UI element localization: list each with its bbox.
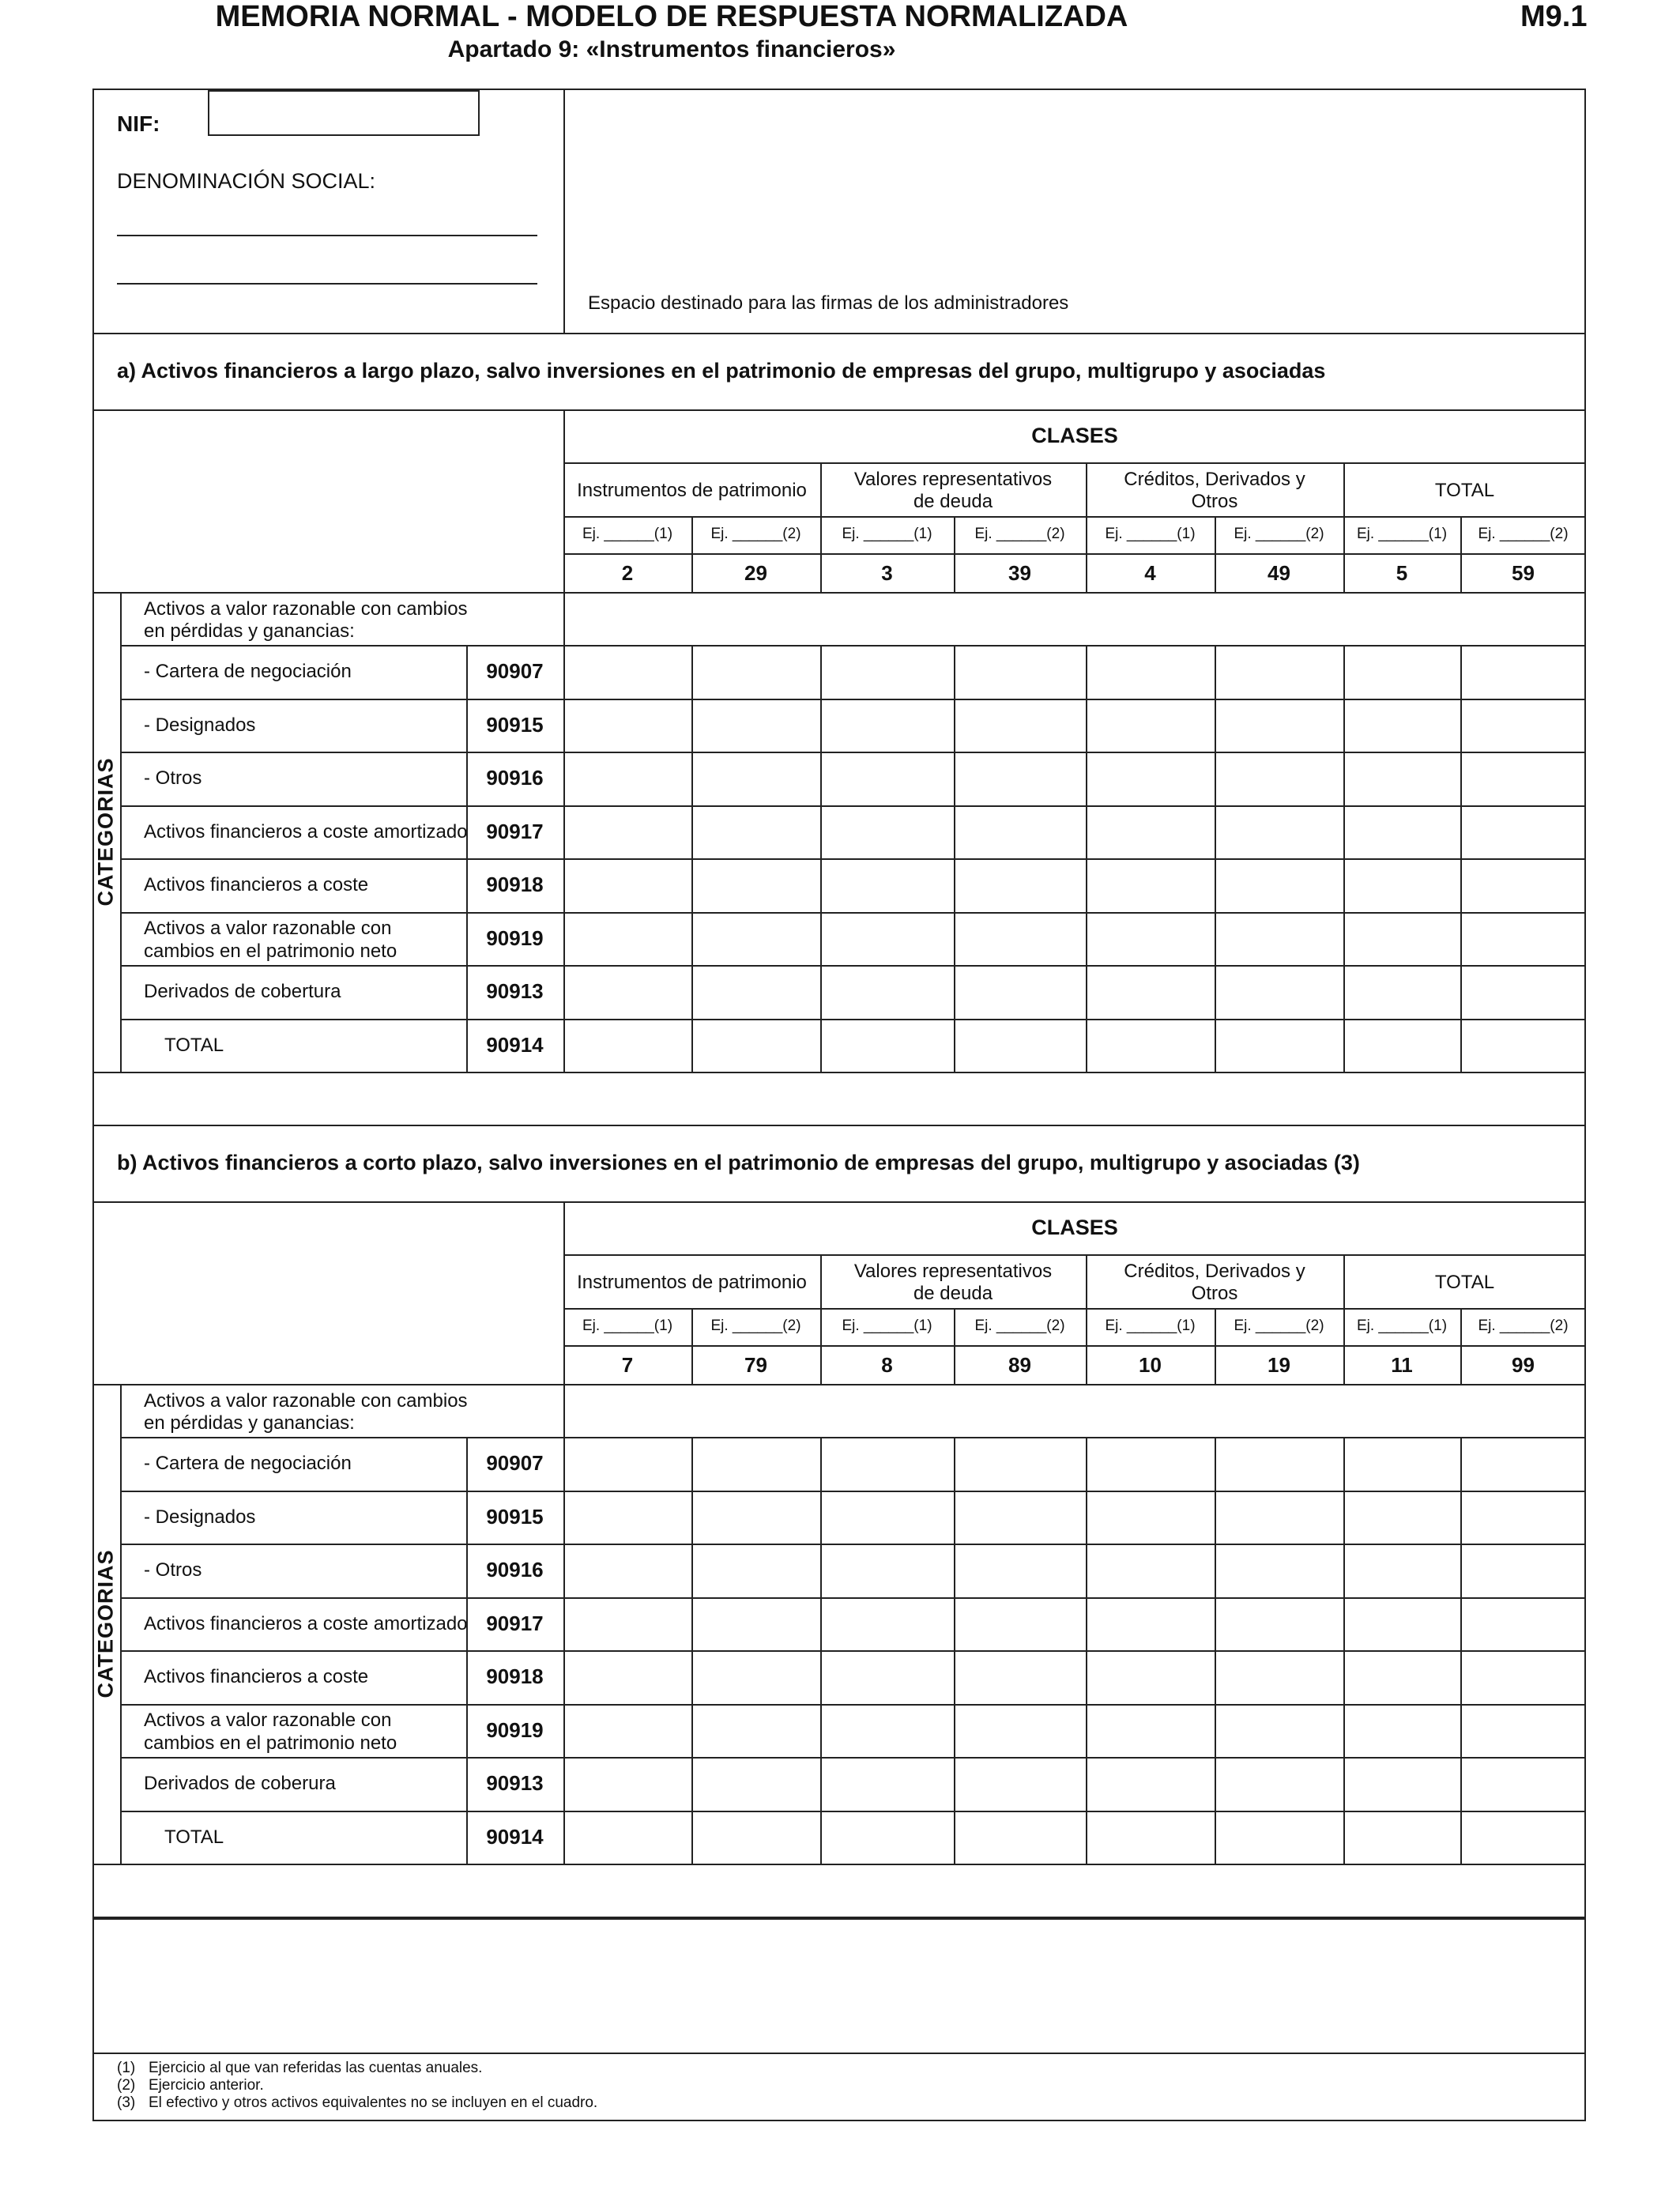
b-header-col-line xyxy=(954,1308,955,1384)
a-input-cell[interactable] xyxy=(955,700,1085,751)
a-input-cell[interactable] xyxy=(822,753,953,804)
b-input-cell[interactable] xyxy=(1087,1599,1214,1649)
a-input-cell[interactable] xyxy=(822,647,953,697)
b-row-label-3: Activos financieros a coste amortizado xyxy=(144,1612,468,1634)
b-input-cell[interactable] xyxy=(955,1492,1085,1543)
b-section-top-line xyxy=(92,1125,1586,1126)
b-input-cell[interactable] xyxy=(565,1492,691,1543)
b-input-cell[interactable] xyxy=(1087,1492,1214,1543)
a-input-cell[interactable] xyxy=(1462,1020,1585,1071)
a-categorias-label: CATEGORIAS xyxy=(93,757,118,907)
a-body-bottom-line xyxy=(92,1072,1586,1073)
footnote-area-top xyxy=(92,1918,1586,1920)
a-input-cell[interactable] xyxy=(693,647,819,697)
b-clases-line xyxy=(563,1254,1586,1256)
a-input-cell[interactable] xyxy=(1462,700,1585,751)
a-row-code-1: 90915 xyxy=(486,712,544,737)
a-header-col-line xyxy=(1215,516,1216,592)
firmas-label: Espacio destinado para las firmas de los administradores xyxy=(588,292,1069,314)
b-input-cell[interactable] xyxy=(1345,1545,1460,1596)
b-input-cell[interactable] xyxy=(822,1545,953,1596)
a-header-top-line xyxy=(92,409,1586,411)
a-header-col-line xyxy=(1343,462,1345,592)
a-input-cell[interactable] xyxy=(822,700,953,751)
b-clases-label: CLASES xyxy=(1031,1216,1118,1239)
a-input-cell[interactable] xyxy=(1087,1020,1214,1071)
a-row-label-3: Activos financieros a coste amortizado xyxy=(144,820,468,843)
a-input-cell[interactable] xyxy=(1462,860,1585,910)
a-row-label-0: - Cartera de negociación xyxy=(144,661,352,682)
a-header-col-line xyxy=(1086,462,1087,592)
b-row-code-4: 90918 xyxy=(486,1664,544,1688)
a-column-code-5: 49 xyxy=(1268,561,1290,585)
a-clases-line xyxy=(563,462,1586,464)
a-input-cell[interactable] xyxy=(1087,807,1214,858)
a-row-code-7: 90914 xyxy=(486,1032,544,1057)
a-input-cell[interactable] xyxy=(565,914,691,964)
b-input-cell[interactable] xyxy=(1345,1492,1460,1543)
a-ej-label-5: Ej. ______(2) xyxy=(1234,526,1324,542)
b-input-cell[interactable] xyxy=(1462,1492,1585,1543)
a-ej-line xyxy=(563,516,1586,518)
a-ej-label-3: Ej. ______(2) xyxy=(974,526,1065,542)
b-input-cell[interactable] xyxy=(822,1812,953,1863)
a-ej-label-4: Ej. ______(1) xyxy=(1105,526,1196,542)
a-input-cell[interactable] xyxy=(1216,753,1343,804)
b-input-cell[interactable] xyxy=(1462,1652,1585,1702)
b-group-label-l2: en pérdidas y ganancias: xyxy=(144,1412,355,1434)
a-data-col-line xyxy=(691,645,693,1072)
a-input-cell[interactable] xyxy=(822,807,953,858)
a-input-cell[interactable] xyxy=(1087,967,1214,1017)
a-input-cell[interactable] xyxy=(565,807,691,858)
b-column-code-6: 11 xyxy=(1391,1353,1413,1377)
a-input-cell[interactable] xyxy=(1462,647,1585,697)
b-input-cell[interactable] xyxy=(1345,1599,1460,1649)
b-input-cell[interactable] xyxy=(693,1438,819,1489)
a-class-header-1-l1: Valores representativos xyxy=(853,469,1053,490)
a-section-top-line xyxy=(92,333,1586,334)
b-header-col-line xyxy=(1343,1254,1345,1384)
b-row-label-6: Derivados de coberura xyxy=(144,1773,336,1794)
b-header-col-line xyxy=(1215,1308,1216,1384)
b-header-top-line xyxy=(92,1201,1586,1203)
a-input-cell[interactable] xyxy=(1462,967,1585,1017)
a-class-header-1-l2: de deuda xyxy=(913,491,993,512)
b-input-cell[interactable] xyxy=(822,1599,953,1649)
a-input-cell[interactable] xyxy=(1345,914,1460,964)
a-ej-label-2: Ej. ______(1) xyxy=(842,526,932,542)
b-input-cell[interactable] xyxy=(693,1759,819,1809)
a-input-cell[interactable] xyxy=(565,860,691,910)
b-input-cell[interactable] xyxy=(693,1812,819,1863)
a-input-cell[interactable] xyxy=(1087,700,1214,751)
a-input-cell[interactable] xyxy=(955,967,1085,1017)
nif-label: NIF: xyxy=(117,111,160,136)
a-column-code-2: 3 xyxy=(881,561,893,585)
a-input-cell[interactable] xyxy=(955,1020,1085,1071)
a-input-cell[interactable] xyxy=(1216,647,1343,697)
a-input-cell[interactable] xyxy=(1087,914,1214,964)
b-input-cell[interactable] xyxy=(955,1652,1085,1702)
b-header-left-line xyxy=(563,1201,565,1384)
a-input-cell[interactable] xyxy=(1216,914,1343,964)
b-code-col-line xyxy=(466,1437,468,1864)
b-input-cell[interactable] xyxy=(1216,1759,1343,1809)
b-input-cell[interactable] xyxy=(1462,1545,1585,1596)
a-row-label-1: - Designados xyxy=(144,714,256,736)
b-input-cell[interactable] xyxy=(1216,1492,1343,1543)
form-code: M9.1 xyxy=(1520,0,1588,33)
a-ej-label-7: Ej. ______(2) xyxy=(1478,526,1569,542)
b-row-label-5: Activos a valor razonable con cambios en el patrimonio neto xyxy=(144,1709,397,1754)
b-input-cell[interactable] xyxy=(1345,1706,1460,1756)
a-data-col-line xyxy=(954,645,955,1072)
a-input-cell[interactable] xyxy=(822,1020,953,1071)
b-input-cell[interactable] xyxy=(565,1812,691,1863)
b-column-code-1: 79 xyxy=(744,1353,767,1377)
a-ej-label-6: Ej. ______(1) xyxy=(1356,526,1448,542)
a-class-header-2-l2: Otros xyxy=(1191,491,1238,512)
a-class-header-3: TOTAL xyxy=(1434,480,1495,501)
b-ej-label-7: Ej. ______(2) xyxy=(1478,1318,1569,1334)
nif-field[interactable] xyxy=(208,90,480,136)
b-input-cell[interactable] xyxy=(1216,1706,1343,1756)
a-input-cell[interactable] xyxy=(1345,860,1460,910)
a-input-cell[interactable] xyxy=(955,647,1085,697)
a-input-cell[interactable] xyxy=(693,1020,819,1071)
a-input-cell[interactable] xyxy=(955,914,1085,964)
page-title: MEMORIA NORMAL - MODELO DE RESPUESTA NORMALIZADA xyxy=(215,0,1128,33)
b-input-cell[interactable] xyxy=(693,1492,819,1543)
b-class-header-2-l1: Créditos, Derivados y xyxy=(1124,1261,1305,1282)
b-ej-label-3: Ej. ______(2) xyxy=(974,1318,1065,1334)
a-class-header-0: Instrumentos de patrimonio xyxy=(577,480,807,501)
b-cat-line xyxy=(120,1384,122,1864)
b-input-cell[interactable] xyxy=(822,1438,953,1489)
a-body-top-line xyxy=(92,592,1586,594)
a-input-cell[interactable] xyxy=(1216,700,1343,751)
a-input-cell[interactable] xyxy=(822,967,953,1017)
b-input-cell[interactable] xyxy=(1462,1706,1585,1756)
b-input-cell[interactable] xyxy=(565,1706,691,1756)
b-input-cell[interactable] xyxy=(693,1599,819,1649)
a-data-left-line xyxy=(563,592,565,1072)
a-column-code-4: 4 xyxy=(1144,561,1156,585)
a-ej-label-1: Ej. ______(2) xyxy=(710,526,801,542)
a-input-cell[interactable] xyxy=(693,967,819,1017)
b-column-code-0: 7 xyxy=(621,1353,634,1377)
b-body-top-line xyxy=(92,1384,1586,1385)
b-data-col-line xyxy=(1086,1437,1087,1864)
b-header-col-line xyxy=(820,1254,822,1384)
b-input-cell[interactable] xyxy=(955,1599,1085,1649)
b-data-col-line xyxy=(1215,1437,1216,1864)
b-input-cell[interactable] xyxy=(1087,1652,1214,1702)
b-header-col-line xyxy=(691,1308,693,1384)
a-header-col-line xyxy=(691,516,693,592)
b-ej-label-5: Ej. ______(2) xyxy=(1234,1318,1324,1334)
a-group-label-l2: en pérdidas y ganancias: xyxy=(144,620,355,642)
b-input-cell[interactable] xyxy=(1216,1545,1343,1596)
b-input-cell[interactable] xyxy=(955,1545,1085,1596)
a-row-label-2: - Otros xyxy=(144,767,202,789)
a-input-cell[interactable] xyxy=(565,753,691,804)
b-row-label-1: - Designados xyxy=(144,1506,256,1528)
a-data-col-line xyxy=(1460,645,1462,1072)
footnote-separator xyxy=(92,2053,1586,2054)
a-input-cell[interactable] xyxy=(565,700,691,751)
b-input-cell[interactable] xyxy=(1087,1706,1214,1756)
a-row-label-6: Derivados de cobertura xyxy=(144,981,341,1002)
a-data-col-line xyxy=(1215,645,1216,1072)
a-input-cell[interactable] xyxy=(565,967,691,1017)
denominacion-line-1[interactable] xyxy=(117,235,537,236)
b-data-col-line xyxy=(1343,1437,1345,1864)
a-input-cell[interactable] xyxy=(1216,967,1343,1017)
b-input-cell[interactable] xyxy=(693,1706,819,1756)
b-group-label-l1: Activos a valor razonable con cambios xyxy=(144,1390,468,1412)
b-input-cell[interactable] xyxy=(822,1652,953,1702)
b-row-code-1: 90915 xyxy=(486,1504,544,1529)
b-row-code-3: 90917 xyxy=(486,1611,544,1635)
footnote-text: Ejercicio anterior. xyxy=(149,2077,264,2094)
b-data-left-line xyxy=(563,1384,565,1864)
b-input-cell[interactable] xyxy=(565,1599,691,1649)
b-input-cell[interactable] xyxy=(1345,1759,1460,1809)
b-input-cell[interactable] xyxy=(1087,1759,1214,1809)
b-column-code-2: 8 xyxy=(881,1353,893,1377)
a-input-cell[interactable] xyxy=(1345,1020,1460,1071)
b-ej-label-0: Ej. ______(1) xyxy=(582,1318,673,1334)
a-input-cell[interactable] xyxy=(1345,753,1460,804)
a-row-code-2: 90916 xyxy=(486,766,544,790)
footnote-text: Ejercicio al que van referidas las cuentas anuales. xyxy=(149,2060,483,2076)
denominacion-line-2[interactable] xyxy=(117,283,537,285)
b-input-cell[interactable] xyxy=(955,1759,1085,1809)
a-code-col-line xyxy=(466,645,468,1072)
b-input-cell[interactable] xyxy=(1087,1545,1214,1596)
b-input-cell[interactable] xyxy=(1462,1759,1585,1809)
a-row-label-5: Activos a valor razonable con cambios en el patrimonio neto xyxy=(144,917,397,962)
a-data-col-line xyxy=(820,645,822,1072)
a-input-cell[interactable] xyxy=(693,807,819,858)
b-data-col-line xyxy=(691,1437,693,1864)
a-row-code-4: 90918 xyxy=(486,873,544,896)
b-input-cell[interactable] xyxy=(1462,1438,1585,1489)
b-input-cell[interactable] xyxy=(1345,1652,1460,1702)
b-row-code-2: 90916 xyxy=(486,1558,544,1581)
a-input-cell[interactable] xyxy=(1216,1020,1343,1071)
b-row-label-2: - Otros xyxy=(144,1559,202,1581)
a-input-cell[interactable] xyxy=(822,860,953,910)
b-data-col-line xyxy=(1460,1437,1462,1864)
a-input-cell[interactable] xyxy=(955,807,1085,858)
b-class-header-2-l2: Otros xyxy=(1191,1283,1238,1304)
b-row-code-0: 90907 xyxy=(486,1451,544,1475)
a-group-label-l1: Activos a valor razonable con cambios xyxy=(144,598,468,620)
a-input-cell[interactable] xyxy=(1462,753,1585,804)
footnote-text: El efectivo y otros activos equivalentes no se incluyen en el cuadro. xyxy=(149,2094,598,2111)
b-input-cell[interactable] xyxy=(955,1438,1085,1489)
a-input-cell[interactable] xyxy=(1216,860,1343,910)
b-input-cell[interactable] xyxy=(1216,1652,1343,1702)
a-header-left-line xyxy=(563,409,565,592)
b-input-cell[interactable] xyxy=(693,1545,819,1596)
b-colcode-line xyxy=(563,1345,1586,1347)
a-input-cell[interactable] xyxy=(822,914,953,964)
b-row-label-4: Activos financieros a coste xyxy=(144,1666,369,1687)
b-class-header-1-l1: Valores representativos xyxy=(853,1261,1053,1282)
b-input-cell[interactable] xyxy=(1462,1812,1585,1863)
footnote-num: (2) xyxy=(117,2077,136,2094)
b-input-cell[interactable] xyxy=(1087,1438,1214,1489)
b-input-cell[interactable] xyxy=(822,1706,953,1756)
b-row-code-5: 90919 xyxy=(486,1717,544,1742)
b-section-title: b) Activos financieros a corto plazo, salvo inversiones en el patrimonio de empresas del grupo, multigrupo y asociadas (3) xyxy=(117,1151,1360,1174)
b-class-header-1-l2: de deuda xyxy=(913,1283,993,1304)
a-header-col-line xyxy=(1460,516,1462,592)
a-colcode-line xyxy=(563,553,1586,555)
b-row-code-6: 90913 xyxy=(486,1771,544,1795)
a-column-code-0: 2 xyxy=(621,561,634,585)
a-input-cell[interactable] xyxy=(693,914,819,964)
a-data-col-line xyxy=(1343,645,1345,1072)
page-subtitle: Apartado 9: «Instrumentos financieros» xyxy=(447,36,896,62)
a-row-code-5: 90919 xyxy=(486,925,544,950)
b-input-cell[interactable] xyxy=(1216,1812,1343,1863)
a-input-cell[interactable] xyxy=(1087,647,1214,697)
b-ej-label-4: Ej. ______(1) xyxy=(1105,1318,1196,1334)
a-input-cell[interactable] xyxy=(693,753,819,804)
b-row-code-7: 90914 xyxy=(486,1824,544,1849)
b-data-col-line xyxy=(954,1437,955,1864)
a-ej-label-0: Ej. ______(1) xyxy=(582,526,673,542)
b-class-header-3: TOTAL xyxy=(1434,1272,1495,1293)
b-input-cell[interactable] xyxy=(822,1759,953,1809)
b-column-code-7: 99 xyxy=(1512,1353,1535,1377)
a-input-cell[interactable] xyxy=(565,1020,691,1071)
b-input-cell[interactable] xyxy=(693,1652,819,1702)
a-header-col-line xyxy=(820,462,822,592)
b-ej-label-6: Ej. ______(1) xyxy=(1356,1318,1448,1334)
b-ej-label-2: Ej. ______(1) xyxy=(842,1318,932,1334)
a-input-cell[interactable] xyxy=(1462,914,1585,964)
b-input-cell[interactable] xyxy=(955,1706,1085,1756)
a-cat-line xyxy=(120,592,122,1072)
a-input-cell[interactable] xyxy=(1345,700,1460,751)
a-column-code-1: 29 xyxy=(744,561,767,585)
b-input-cell[interactable] xyxy=(565,1652,691,1702)
b-data-col-line xyxy=(820,1437,822,1864)
b-input-cell[interactable] xyxy=(955,1812,1085,1863)
a-input-cell[interactable] xyxy=(1087,753,1214,804)
a-row-code-6: 90913 xyxy=(486,979,544,1003)
b-input-cell[interactable] xyxy=(822,1492,953,1543)
a-input-cell[interactable] xyxy=(1345,647,1460,697)
a-input-cell[interactable] xyxy=(1087,860,1214,910)
a-input-cell[interactable] xyxy=(955,860,1085,910)
a-row-code-3: 90917 xyxy=(486,819,544,843)
a-input-cell[interactable] xyxy=(955,753,1085,804)
a-data-col-line xyxy=(1086,645,1087,1072)
footnote-num: (1) xyxy=(117,2060,136,2076)
b-input-cell[interactable] xyxy=(1216,1599,1343,1649)
a-row-label-7: TOTAL xyxy=(164,1034,224,1056)
a-column-code-3: 39 xyxy=(1008,561,1031,585)
b-input-cell[interactable] xyxy=(1087,1812,1214,1863)
b-column-code-5: 19 xyxy=(1268,1353,1290,1377)
a-input-cell[interactable] xyxy=(1462,807,1585,858)
b-row-label-0: - Cartera de negociación xyxy=(144,1453,352,1474)
b-column-code-3: 89 xyxy=(1008,1353,1031,1377)
b-input-cell[interactable] xyxy=(1216,1438,1343,1489)
a-row-code-0: 90907 xyxy=(486,659,544,683)
b-header-col-line xyxy=(1460,1308,1462,1384)
b-body-bottom-line xyxy=(92,1864,1586,1865)
a-input-cell[interactable] xyxy=(1345,807,1460,858)
b-input-cell[interactable] xyxy=(1462,1599,1585,1649)
a-section-title: a) Activos financieros a largo plazo, salvo inversiones en el patrimonio de empresas del grupo, multigrupo y asociadas xyxy=(117,359,1326,383)
b-input-cell[interactable] xyxy=(565,1545,691,1596)
a-clases-label: CLASES xyxy=(1031,424,1118,447)
b-ej-line xyxy=(563,1308,1586,1310)
a-row-label-4: Activos financieros a coste xyxy=(144,874,369,895)
b-row-label-7: TOTAL xyxy=(164,1826,224,1848)
b-input-cell[interactable] xyxy=(1345,1812,1460,1863)
a-input-cell[interactable] xyxy=(693,860,819,910)
b-class-header-0: Instrumentos de patrimonio xyxy=(577,1272,807,1293)
a-input-cell[interactable] xyxy=(565,647,691,697)
firmas-area[interactable] xyxy=(565,90,1584,331)
footnote-num: (3) xyxy=(117,2094,136,2111)
b-input-cell[interactable] xyxy=(565,1438,691,1489)
a-input-cell[interactable] xyxy=(1216,807,1343,858)
b-categorias-label: CATEGORIAS xyxy=(93,1549,118,1698)
denominacion-label: DENOMINACIÓN SOCIAL: xyxy=(117,169,376,193)
b-ej-label-1: Ej. ______(2) xyxy=(710,1318,801,1334)
b-column-code-4: 10 xyxy=(1139,1353,1162,1377)
a-input-cell[interactable] xyxy=(693,700,819,751)
b-header-col-line xyxy=(1086,1254,1087,1384)
a-input-cell[interactable] xyxy=(1345,967,1460,1017)
a-header-col-line xyxy=(954,516,955,592)
b-input-cell[interactable] xyxy=(1345,1438,1460,1489)
b-input-cell[interactable] xyxy=(565,1759,691,1809)
a-column-code-7: 59 xyxy=(1512,561,1535,585)
a-class-header-2-l1: Créditos, Derivados y xyxy=(1124,469,1305,490)
a-column-code-6: 5 xyxy=(1396,561,1408,585)
